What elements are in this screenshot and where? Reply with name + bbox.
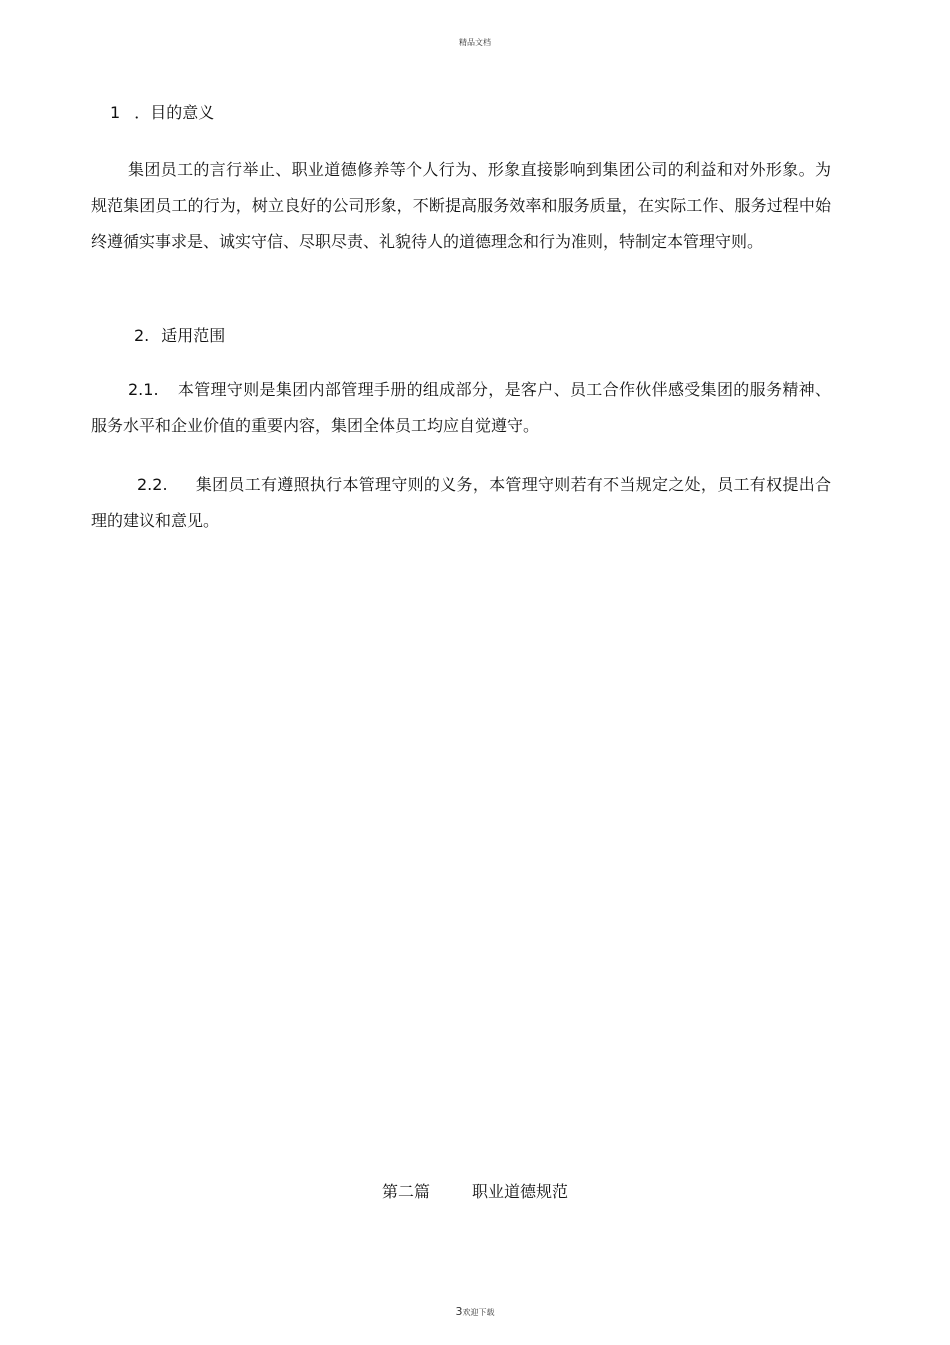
- section-2-title: 适用范围: [161, 326, 226, 345]
- part-name: 职业道德规范: [472, 1182, 569, 1201]
- clause-2-1-text: 本管理守则是集团内部管理手册的组成部分，是客户、员工合作伙伴感受集团的服务精神、服务水平和企业价值的重要内容，集团全体员工均应自觉遵守。: [91, 380, 831, 435]
- clause-2-1-number: 2.1.: [128, 380, 159, 399]
- clause-2-2-number: 2.2.: [137, 475, 168, 494]
- section-1-dot: ．: [134, 103, 151, 122]
- clause-2-2-text: 集团员工有遵照执行本管理守则的义务，本管理守则若有不当规定之处，员工有权提出合理的建议和意见。: [91, 475, 831, 530]
- section-2-heading: [134, 326, 225, 346]
- clause-2-1: [91, 372, 831, 444]
- section-1-heading: [110, 103, 214, 123]
- part-title: [0, 1182, 950, 1202]
- page-number: 3: [455, 1305, 463, 1318]
- section-1-title: 目的意义: [150, 103, 215, 122]
- clause-2-2: [91, 467, 831, 539]
- section-2-number: 2.: [134, 326, 150, 345]
- section-1-number: 1: [110, 103, 121, 122]
- footer-note: 欢迎下载: [462, 1308, 495, 1317]
- part-label: 第二篇: [381, 1182, 430, 1201]
- header-note: 精品文档: [459, 38, 491, 47]
- footer: [0, 1305, 950, 1318]
- section-1-paragraph: 集团员工的言行举止、职业道德修养等个人行为、形象直接影响到集团公司的利益和对外形象。为规范集团员工的行为，树立良好的公司形象，不断提高服务效率和服务质量，在实际工作、服务过程中始终遵循实事求是、诚实守信、尽职尽责、礼貌待人的道德理念和行为准则，特制定本管理守则。: [91, 160, 831, 251]
